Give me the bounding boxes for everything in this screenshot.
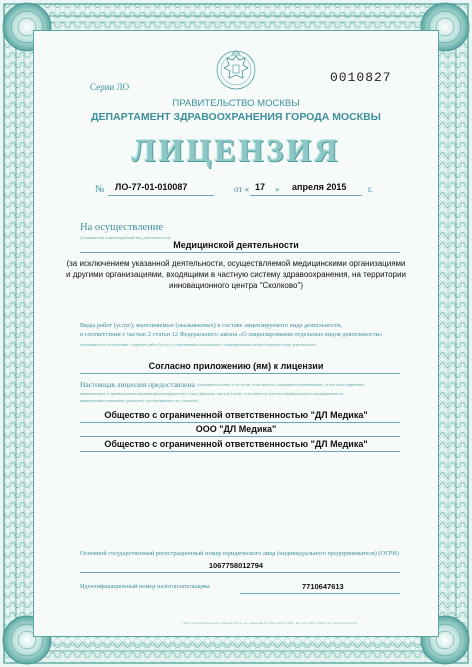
date-month-year: апреля 2015 [292, 182, 347, 192]
issued-hint-1: (указывается полное и (в случае, если имеется) сокращенное наименование, (в том числе фирменное [197, 383, 365, 387]
activity-value: Медицинской деятельности [173, 240, 299, 250]
ogrn-value: 1067758012794 [208, 561, 264, 570]
organization-underline-2 [80, 436, 400, 437]
activity-hint: (указывается лицензируемый вид деятельности) [80, 235, 171, 240]
issued-label: Настоящая лицензия предоставлена [80, 380, 195, 389]
ogrn-label: Основной государственный регистрационный номер юридического лица (индивидуального предпринимателя) (ОГРН) [80, 550, 399, 557]
date-from-label: от « [234, 184, 250, 194]
date-day: 17 [255, 182, 266, 192]
inn-underline [240, 593, 400, 594]
appendix-underline [80, 373, 400, 374]
exception-text: (за исключением указанной деятельности, осуществляемой медицинскими организациями и другими организациями, входящими в частную систему здравоохранения, на территории инновационного центра "Сколково") [66, 259, 406, 290]
organization-underline-1 [80, 422, 400, 423]
government-title: ПРАВИТЕЛЬСТВО МОСКВЫ [172, 98, 300, 109]
works-line-2: в соответствии с частью 2 статьи 12 Федерального закона «О лицензировании отдельных видов деятельности» [80, 331, 383, 338]
issued-hint-2: наименование), и организационно-правовая форма юридического лица (фамилия, имя и (в случае, если имеется) отчество индивидуального предпринимателя, [80, 392, 344, 396]
works-hint: (указываются в соответствии с перечнем работ (услуг), установленным положением о лицензировании соответствующего вида деятельности) [80, 343, 316, 347]
license-number: ЛО-77-01-010087 [115, 182, 188, 192]
organization-underline-3 [80, 451, 400, 452]
department-title: ДЕПАРТАМЕНТ ЗДРАВООХРАНЕНИЯ ГОРОДА МОСКВЫ [91, 111, 381, 123]
works-line-1: Виды работ (услуг), выполняемых (оказываемых) в составе лицензируемого вида деятельности, [80, 322, 343, 329]
appendix-text: Согласно приложению (ям) к лицензии [148, 361, 324, 371]
organization-full-name: Общество с ограниченной ответственностью "ДЛ Медика" [104, 410, 368, 420]
series-label: Серии ЛО [90, 82, 130, 92]
activity-label: На осуществление [80, 222, 164, 233]
footer-print: © 2015 «Полиграф-защита», Москва, 2015, «А» лицензия № 05-05-09/003 ФНС РФ, тел. (495) 726-47-42, www.poligraf-z.ru [180, 621, 358, 625]
document-title: ЛИЦЕНЗИЯ [131, 132, 341, 168]
inn-label: Идентификационный номер налогоплательщика [80, 583, 210, 590]
inn-value: 7710647613 [302, 582, 344, 591]
date-separator: » [275, 184, 280, 194]
number-prefix: № [95, 184, 105, 195]
issued-hint-3: наименование и реквизиты документа, удостоверяющего его личность) [80, 399, 199, 403]
date-suffix: г. [368, 184, 373, 194]
coat-of-arms-emblem [216, 48, 256, 94]
ogrn-underline [80, 572, 400, 573]
activity-underline [80, 252, 400, 253]
date-underline [250, 195, 362, 196]
serial-number: 0010827 [330, 70, 392, 85]
organization-full-name-repeat: Общество с ограниченной ответственностью "ДЛ Медика" [104, 439, 368, 449]
organization-short-name: ООО "ДЛ Медика" [195, 424, 277, 434]
license-number-underline [108, 195, 214, 196]
